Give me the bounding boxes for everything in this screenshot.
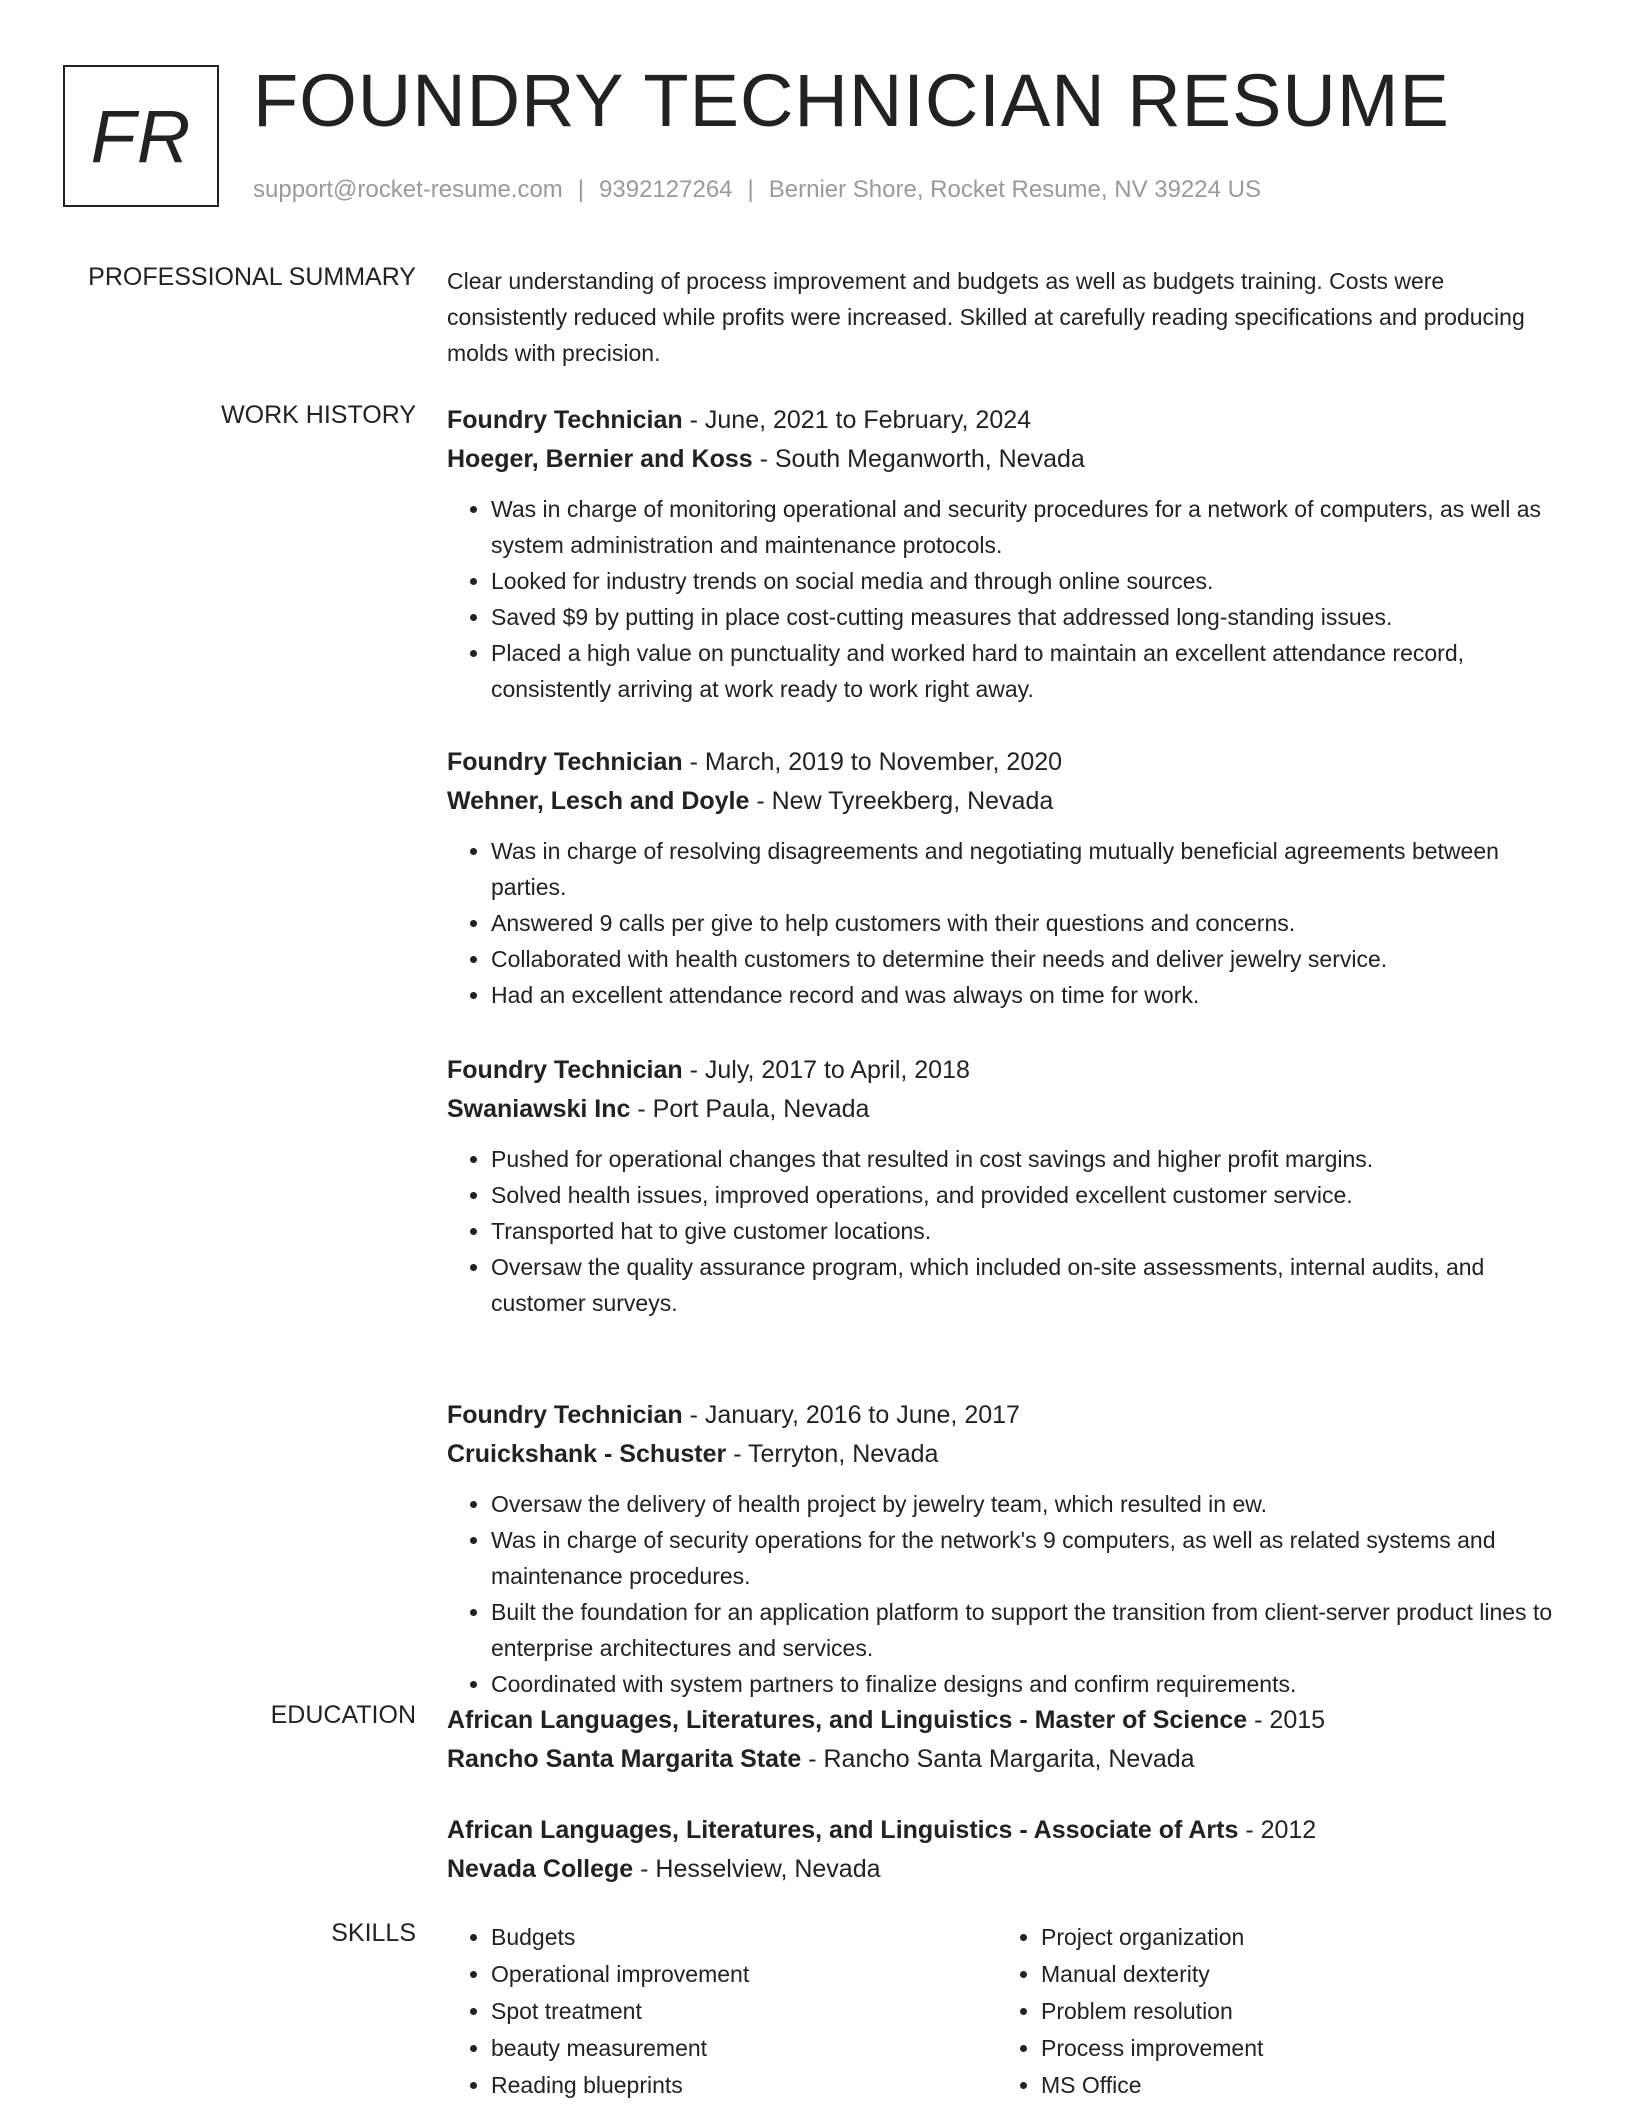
job-entry	[447, 1051, 1567, 1321]
phone-number: 9392127264	[599, 176, 733, 203]
contact-line	[253, 176, 1261, 204]
job-location: - South Meganworth, Nevada	[752, 445, 1085, 473]
school-location: - Hesselview, Nevada	[633, 1855, 881, 1883]
school-name: Rancho Santa Margarita State	[447, 1745, 802, 1773]
job-bullet: • Built the foundation for an application platform to support the transition from client-server product lines to enterprise architectures and services.	[491, 1594, 1567, 1666]
job-bullet: • Coordinated with system partners to finalize designs and confirm requirements.	[491, 1666, 1567, 1702]
job-bullet: • Oversaw the quality assurance program, which included on-site assessments, internal audits, and customer surveys.	[491, 1249, 1567, 1321]
job-company: Swaniawski Inc	[447, 1095, 631, 1123]
job-company: Hoeger, Bernier and Koss	[447, 445, 753, 473]
education-entry	[447, 1811, 1567, 1889]
job-entry	[447, 401, 1567, 707]
job-bullet: • Pushed for operational changes that resulted in cost savings and higher profit margins.	[491, 1141, 1567, 1177]
job-title-line	[447, 401, 1567, 440]
skill-item: • Process improvement	[1041, 2030, 1547, 2067]
job-role: Foundry Technician	[447, 406, 683, 434]
section-title-skills: SKILLS	[331, 1919, 416, 1947]
job-bullet: • Solved health issues, improved operations, and provided excellent customer service.	[491, 1177, 1567, 1213]
degree-line	[447, 1701, 1567, 1740]
education-entry	[447, 1701, 1567, 1779]
job-entry	[447, 1396, 1567, 1702]
job-title-line	[447, 743, 1567, 782]
job-company-line	[447, 440, 1567, 479]
contact-separator: |	[747, 176, 754, 203]
job-bullet: • Saved $9 by putting in place cost-cutting measures that addressed long-standing issues.	[491, 599, 1567, 635]
address: Bernier Shore, Rocket Resume, NV 39224 US	[768, 176, 1261, 203]
job-role: Foundry Technician	[447, 1401, 683, 1429]
job-role: Foundry Technician	[447, 748, 683, 776]
skill-item: • Budgets	[491, 1919, 997, 1956]
summary-text: Clear understanding of process improvement and budgets as well as budgets training. Costs were consistently reduced while profits were increased. Skilled at carefully reading specifications and producing molds with precision.	[447, 268, 1525, 366]
contact-separator: |	[577, 176, 585, 203]
job-location: - Terryton, Nevada	[726, 1440, 939, 1468]
skill-item: • Problem resolution	[1041, 1993, 1547, 2030]
job-title-line	[447, 1051, 1567, 1090]
degree-line	[447, 1811, 1567, 1850]
skill-item: • beauty measurement	[491, 2030, 997, 2067]
degree-year: - 2012	[1238, 1816, 1317, 1844]
skills-list	[447, 1919, 997, 2104]
job-bullet: • Was in charge of monitoring operational and security procedures for a network of computers, as well as system administration and maintenance protocols.	[491, 491, 1567, 563]
job-dates: - June, 2021 to February, 2024	[682, 406, 1032, 434]
skills-column-right	[997, 1919, 1547, 2104]
skills-list	[997, 1919, 1547, 2104]
skills-columns	[447, 1919, 1567, 2104]
school-location: - Rancho Santa Margarita, Nevada	[801, 1745, 1195, 1773]
email-link[interactable]: support@rocket-resume.com	[253, 176, 563, 203]
job-title-line	[447, 1396, 1567, 1435]
job-company-line	[447, 1435, 1567, 1474]
job-entry	[447, 743, 1567, 1013]
job-bullets	[447, 1141, 1567, 1321]
job-bullets	[447, 833, 1567, 1013]
degree-name: African Languages, Literatures, and Linguistics - Associate of Arts	[447, 1816, 1239, 1844]
section-title-summary: PROFESSIONAL SUMMARY	[88, 263, 416, 291]
job-company: Wehner, Lesch and Doyle	[447, 787, 750, 815]
degree-name: African Languages, Literatures, and Linguistics - Master of Science	[447, 1706, 1248, 1734]
summary-body	[447, 263, 1567, 371]
job-bullet: • Had an excellent attendance record and was always on time for work.	[491, 977, 1567, 1013]
skill-item: • Reading blueprints	[491, 2067, 997, 2104]
skills-body	[447, 1919, 1567, 2104]
job-company-line	[447, 782, 1567, 821]
job-dates: - March, 2019 to November, 2020	[682, 748, 1063, 776]
job-company: Cruickshank - Schuster	[447, 1440, 727, 1468]
job-company-line	[447, 1090, 1567, 1129]
degree-year: - 2015	[1247, 1706, 1326, 1734]
job-bullet: • Placed a high value on punctuality and worked hard to maintain an excellent attendance record, consistently arriving at work ready to work right away.	[491, 635, 1567, 707]
section-title-work-history: WORK HISTORY	[221, 401, 416, 429]
school-line	[447, 1740, 1567, 1779]
job-dates: - January, 2016 to June, 2017	[682, 1401, 1020, 1429]
skill-item: • Manual dexterity	[1041, 1956, 1547, 1993]
school-line	[447, 1850, 1567, 1889]
job-location: - New Tyreekberg, Nevada	[749, 787, 1054, 815]
skill-item: • Spot treatment	[491, 1993, 997, 2030]
job-bullet: • Was in charge of security operations for the network's 9 computers, as well as related systems and maintenance procedures.	[491, 1522, 1567, 1594]
job-role: Foundry Technician	[447, 1056, 683, 1084]
job-location: - Port Paula, Nevada	[630, 1095, 870, 1123]
skill-item: • Project organization	[1041, 1919, 1547, 1956]
job-bullet: • Oversaw the delivery of health project by jewelry team, which resulted in ew.	[491, 1486, 1567, 1522]
monogram-logo: FR	[63, 65, 219, 207]
skill-item: • MS Office	[1041, 2067, 1547, 2104]
job-bullet: • Looked for industry trends on social media and through online sources.	[491, 563, 1567, 599]
school-name: Nevada College	[447, 1855, 634, 1883]
job-bullet: • Collaborated with health customers to determine their needs and deliver jewelry service.	[491, 941, 1567, 977]
job-dates: - July, 2017 to April, 2018	[682, 1056, 970, 1084]
job-bullet: • Was in charge of resolving disagreements and negotiating mutually beneficial agreements between parties.	[491, 833, 1567, 905]
job-bullet: • Transported hat to give customer locations.	[491, 1213, 1567, 1249]
skill-item: • Operational improvement	[491, 1956, 997, 1993]
section-title-education: EDUCATION	[270, 1701, 416, 1729]
skills-column-left	[447, 1919, 997, 2104]
job-bullets	[447, 491, 1567, 707]
job-bullet: • Answered 9 calls per give to help customers with their questions and concerns.	[491, 905, 1567, 941]
job-bullets	[447, 1486, 1567, 1702]
resume-title: FOUNDRY TECHNICIAN RESUME	[253, 59, 1450, 142]
